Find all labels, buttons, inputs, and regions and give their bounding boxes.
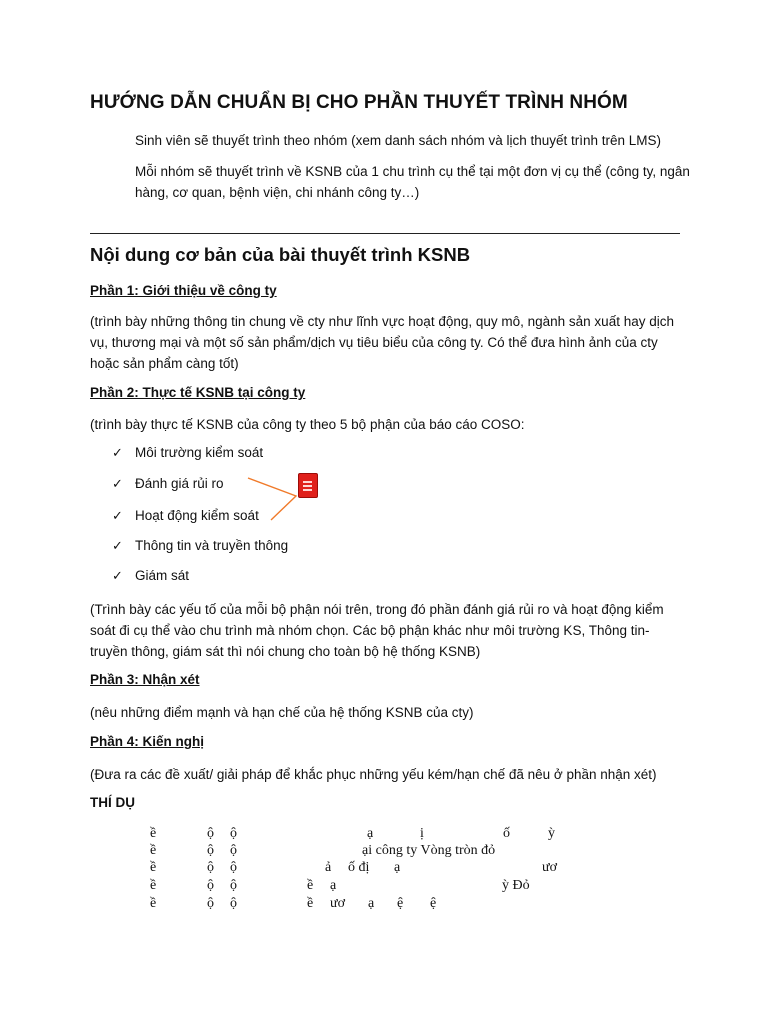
garbled-glyph: ề (150, 843, 157, 858)
garbled-glyph: ề (150, 860, 157, 875)
garbled-glyph: ộ (207, 878, 214, 893)
garbled-glyph: ề (307, 896, 314, 911)
part4-body: (Đưa ra các đề xuất/ giải pháp để khắc phục những yếu kém/hạn chế đã nêu ở phần nhận xét) (90, 767, 657, 782)
garbled-glyph: ươ (542, 860, 557, 875)
garbled-glyph: ề (150, 878, 157, 893)
checklist-item-label: Môi trường kiểm soát (135, 445, 264, 460)
garbled-glyph: ộ (230, 843, 237, 858)
checkmark-icon: ✓ (112, 476, 123, 491)
garbled-glyph: ạ (330, 878, 337, 893)
garbled-glyph: ại công ty Vòng tròn đỏ (362, 843, 496, 858)
garbled-glyph: ạ (367, 826, 374, 841)
checkmark-icon: ✓ (112, 568, 123, 583)
garbled-glyph: ệ (430, 896, 437, 911)
garbled-glyph: ả (325, 860, 332, 875)
part3-title: Phần 3: Nhận xét (90, 672, 200, 687)
garbled-glyph: ề (150, 896, 157, 911)
garbled-glyph: ộ (207, 860, 214, 875)
example-label: THÍ DỤ (90, 795, 135, 810)
garbled-glyph: ộ (230, 878, 237, 893)
part2-title: Phần 2: Thực tế KSNB tại công ty (90, 385, 306, 400)
garbled-glyph: ươ (330, 896, 345, 911)
garbled-glyph: ộ (230, 896, 237, 911)
garbled-glyph: ề (307, 878, 314, 893)
checkmark-icon: ✓ (112, 538, 123, 553)
part1-body: (trình bày những thông tin chung về cty như lĩnh vực hoạt động, quy mô, ngành sản xuất hay dịch vụ, thương mại và một số sản phẩm/dịch vụ tiêu biểu của công ty. Có thể đưa hình ảnh của cty hoặc sản phẩm càng tốt) (90, 314, 674, 371)
content-heading: Nội dung cơ bản của bài thuyết trình KSNB (90, 244, 471, 265)
part1-title: Phần 1: Giới thiệu về công ty (90, 283, 277, 298)
checklist-item-label: Hoạt động kiểm soát (135, 508, 259, 523)
checkmark-icon: ✓ (112, 508, 123, 523)
garbled-glyph: ệ (397, 896, 404, 911)
garbled-glyph: ố (503, 826, 510, 841)
garbled-glyph: ố đị (348, 860, 370, 875)
document-title: HƯỚNG DẪN CHUẨN BỊ CHO PHẦN THUYẾT TRÌNH NHÓM (90, 92, 628, 113)
part2-body: (trình bày thực tế KSNB của công ty theo 5 bộ phận của báo cáo COSO: (90, 417, 525, 432)
garbled-glyph: ị (420, 826, 424, 841)
part4-title: Phần 4: Kiến nghị (90, 734, 205, 749)
checklist-item-label: Đánh giá rủi ro (135, 476, 224, 491)
garbled-glyph: ạ (368, 896, 375, 911)
checklist-item-label: Thông tin và truyền thông (135, 538, 289, 553)
intro-paragraph-1: Sinh viên sẽ thuyết trình theo nhóm (xem danh sách nhóm và lịch thuyết trình trên LMS) (135, 133, 662, 148)
garbled-glyph: ỳ (548, 826, 555, 841)
garbled-glyph: ỳ Đỏ (502, 878, 530, 893)
checkmark-icon: ✓ (112, 445, 123, 460)
garbled-glyph: ộ (207, 843, 214, 858)
part3-body: (nêu những điểm mạnh và hạn chế của hệ thống KSNB của cty) (90, 705, 474, 720)
garbled-glyph: ạ (394, 860, 401, 875)
garbled-glyph: ề (150, 826, 157, 841)
checklist-item-label: Giám sát (135, 568, 190, 583)
intro-paragraph-2: Mỗi nhóm sẽ thuyết trình về KSNB của 1 chu trình cụ thể tại một đơn vị cụ thể (công ty, ngân hàng, cơ quan, bệnh viện, chi nhánh công ty…) (135, 164, 690, 200)
note-icon[interactable] (298, 473, 318, 498)
garbled-glyph: ộ (230, 860, 237, 875)
part2-note: (Trình bày các yếu tố của mỗi bộ phận nói trên, trong đó phần đánh giá rủi ro và hoạt động kiểm soát đi cụ thể vào chu trình mà nhóm chọn. Các bộ phận khác như môi trường KS, Thông tin- truyền thông, giám sát thì nói chung cho toàn bộ hệ thống KSNB) (90, 602, 664, 659)
garbled-glyph: ộ (207, 896, 214, 911)
garbled-glyph: ộ (230, 826, 237, 841)
garbled-glyph: ộ (207, 826, 214, 841)
